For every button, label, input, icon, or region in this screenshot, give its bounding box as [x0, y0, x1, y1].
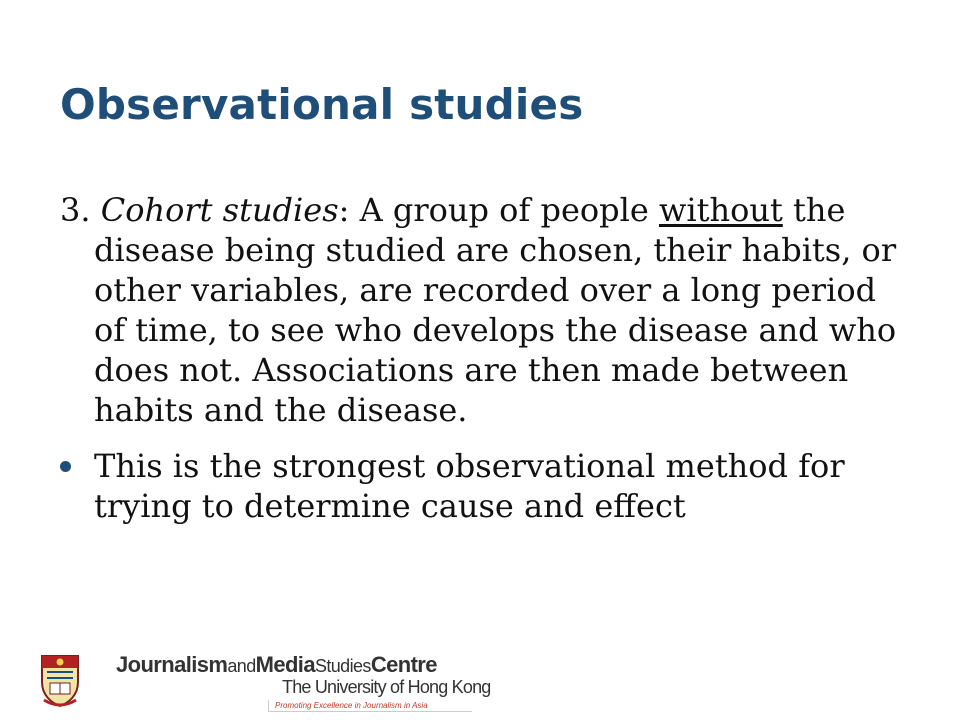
bullet-item	[60, 446, 910, 526]
slide-title: Observational studies	[60, 80, 584, 129]
cohort-studies-paragraph	[60, 190, 910, 430]
bullet-text: This is the strongest observational method for trying to determine cause and effect	[94, 447, 845, 525]
bullet-dot-icon	[60, 461, 71, 472]
footer	[0, 640, 960, 720]
item-text-b: the disease being studied are chosen, their habits, or other variables, are recorded over a long period of time, to see who develops the disease and who does not. Associations are then made between habits and the disease.	[94, 191, 897, 429]
underlined-emphasis: without	[658, 191, 783, 229]
item-text-a: : A group of people	[338, 191, 659, 229]
item-number: 3.	[60, 191, 91, 229]
jmsc-logo-text: JournalismandMediaStudiesCentre	[116, 652, 437, 677]
tagline: Promoting Excellence in Journalism in Asia	[268, 700, 472, 712]
university-crest-icon	[38, 652, 82, 708]
university-name: The University of Hong Kong	[282, 677, 491, 697]
slide-body	[60, 190, 910, 526]
item-term: Cohort studies	[100, 191, 339, 229]
